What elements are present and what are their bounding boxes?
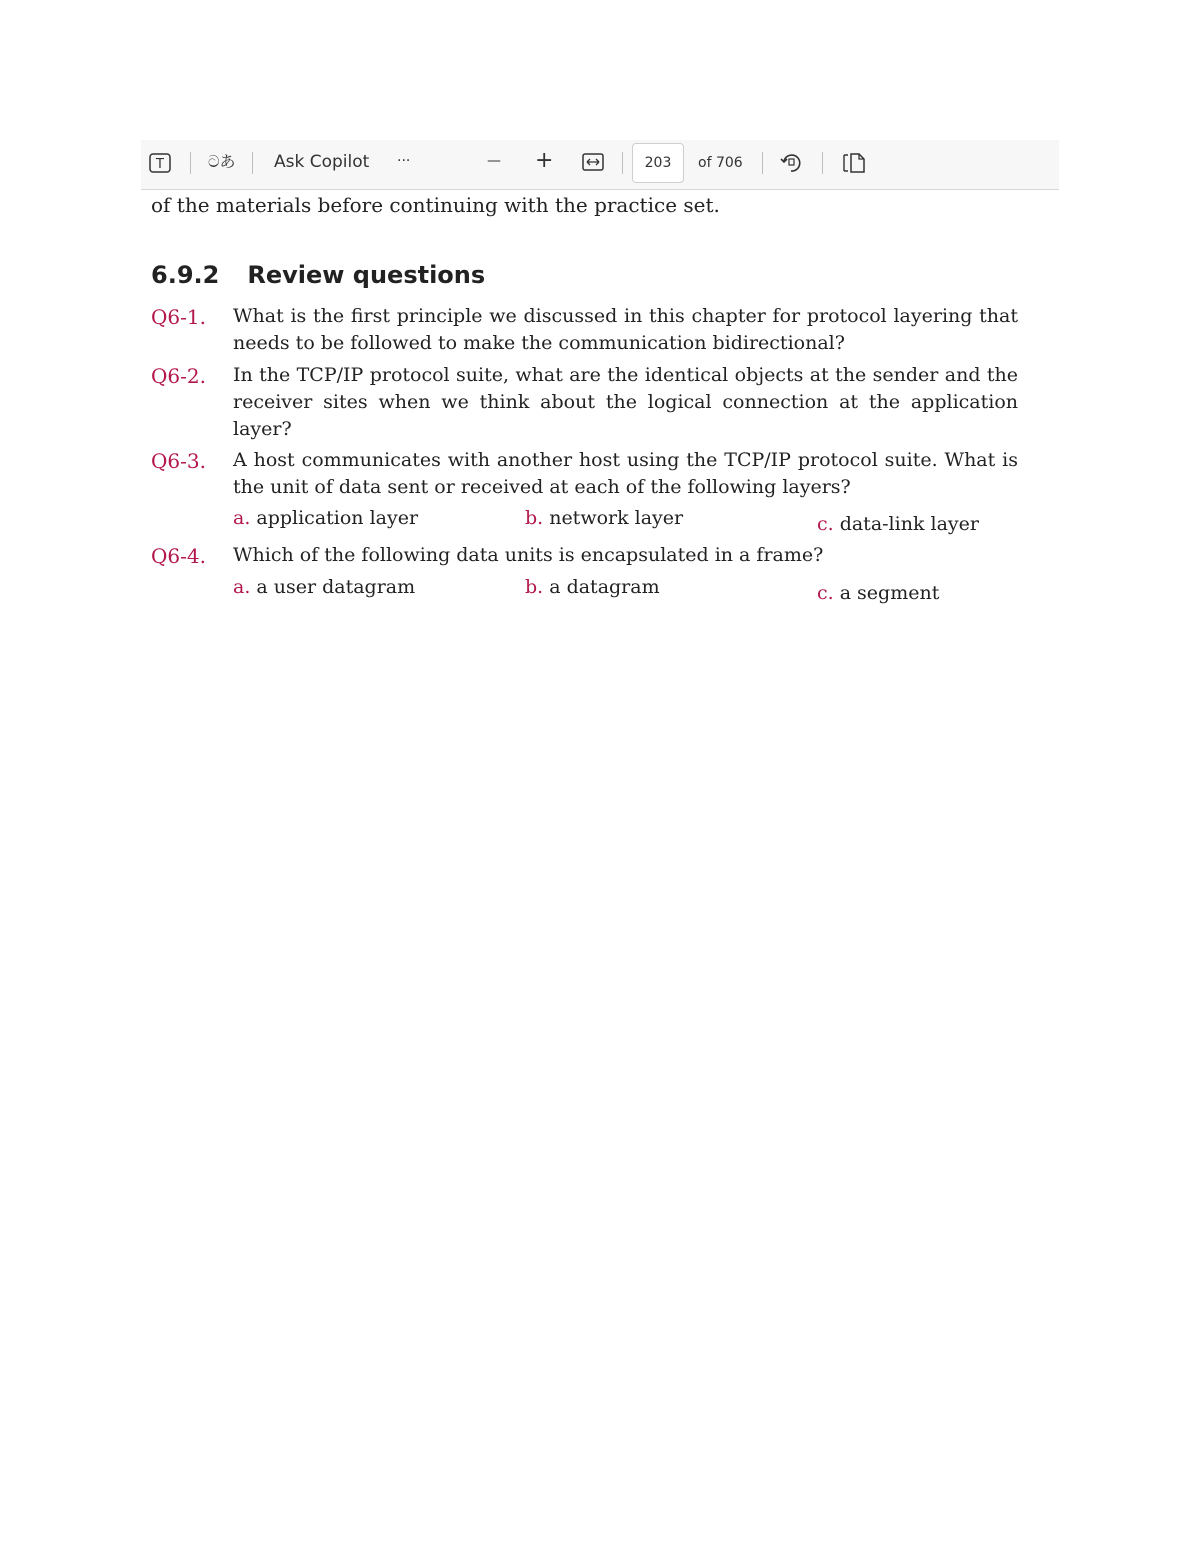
option-text: application layer (256, 507, 419, 529)
section-heading (151, 261, 485, 289)
option-item (525, 507, 683, 529)
option-letter: c. (817, 513, 834, 535)
toolbar-separator (822, 152, 823, 174)
option-text: a user datagram (256, 576, 416, 598)
option-text: a datagram (549, 576, 660, 598)
option-text: a segment (839, 582, 940, 604)
page-total: of 706 (698, 155, 743, 171)
svg-text:T: T (156, 157, 164, 172)
intro-line: of the materials before continuing with the practice set. (151, 193, 720, 217)
translate-icon[interactable] (208, 154, 236, 170)
text-tool-icon[interactable] (149, 153, 171, 173)
translate-glyph-2: あ (219, 152, 236, 171)
option-text: data-link layer (839, 513, 979, 535)
option-item (233, 576, 415, 598)
zoom-in-button[interactable]: + (535, 148, 554, 173)
option-letter: b. (525, 507, 544, 529)
toolbar-separator (762, 152, 763, 174)
translate-glyph: ට (208, 152, 220, 171)
question-number: Q6-3. (151, 449, 206, 473)
option-item (525, 576, 660, 598)
option-item (817, 582, 939, 604)
ask-copilot-button[interactable]: Ask Copilot (274, 152, 370, 172)
question-number: Q6-4. (151, 544, 206, 568)
rotate-icon[interactable] (779, 151, 803, 175)
toolbar-separator (190, 152, 191, 174)
option-item (817, 513, 979, 535)
question-number: Q6-2. (151, 364, 206, 388)
toolbar-separator (622, 152, 623, 174)
option-letter: c. (817, 582, 834, 604)
question-text: Which of the following data units is encapsulated in a frame? (233, 544, 824, 566)
question-text: What is the first principle we discussed in this chapter for protocol layering that needs to be followed to make the communication bidirectional? (233, 305, 1018, 354)
option-letter: b. (525, 576, 544, 598)
question-text: A host communicates with another host using the TCP/IP protocol suite. What is the unit of data sent or received at each of the following layers? (233, 449, 1018, 498)
question-number: Q6-1. (151, 305, 206, 329)
toolbar-separator (252, 152, 253, 174)
option-letter: a. (233, 576, 251, 598)
section-number: 6.9.2 (151, 261, 220, 289)
question-text: In the TCP/IP protocol suite, what are the identical objects at the sender and the receiver sites when we think about the logical connection at the application layer? (233, 364, 1018, 440)
section-title: Review questions (247, 261, 486, 289)
option-item (233, 507, 418, 529)
option-letter: a. (233, 507, 251, 529)
page-number-input[interactable] (632, 143, 684, 183)
more-options-button[interactable]: ··· (397, 153, 411, 169)
fit-width-icon[interactable] (582, 153, 604, 171)
page-view-icon[interactable] (842, 152, 866, 174)
option-text: network layer (549, 507, 684, 529)
zoom-out-button[interactable]: — (487, 153, 501, 169)
